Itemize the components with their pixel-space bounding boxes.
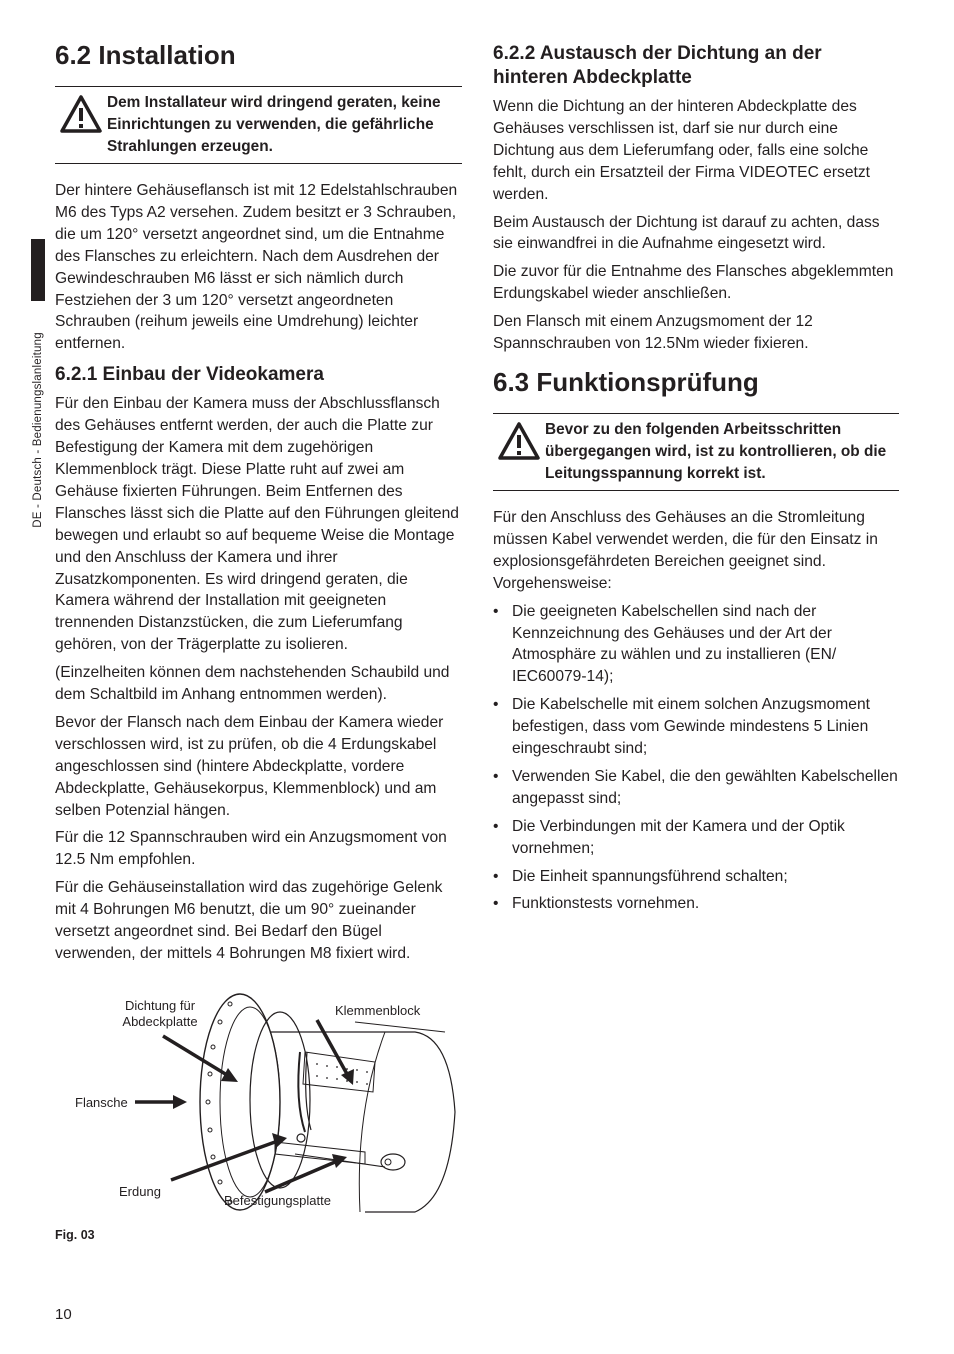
list-item: • Die Verbindungen mit der Kamera und der Optik vornehmen; [493,816,899,860]
paragraph-camera-mount: Für den Einbau der Kamera muss der Abschlussflansch des Gehäuses entfernt werden, der auch die Platte zur Befestigung der Kamera mit dem zugehörigen Klemmenblock trägt. Diese Platte ruht auf zwei am Gehäuse fixierten Führungen. Beim Entfernen des Flansches lässt sich die Platte auf den Führungen gleitend bewegen und erlaubt so auf bequeme Weise die Montage und den Anschluss der Kamera und ihrer Zusatzkomponenten. Es wird dringend geraten, die Kamera während der Installation mit geeigneten trennenden Distanzstücken, die zum Lieferumfang gehören, von der Trägerplatte zu isolieren. [55,395,459,654]
paragraph-gasket-replace: Wenn die Dichtung an der hinteren Abdeckplatte des Gehäuses verschlissen ist, darf sie nur durch eine Dichtung aus dem Lieferumfang oder, falls eine solche fehlt, durch ein Ersatzteil der Firma VIDEOTEC ersetzt werden. [493,98,870,203]
paragraph-flange-fix: Den Flansch mit einem Anzugsmoment der 12 Spannschrauben von 12.5Nm wieder fixieren. [493,313,813,353]
list-item: • Die geeigneten Kabelschellen sind nach der Kennzeichnung des Gehäuses und der Art der Atmosphäre zu wählen und zu installieren (EN/ IEC60079-14); [493,601,899,689]
paragraph-grounding-check: Bevor der Flansch nach dem Einbau der Kamera wieder verschlossen wird, ist zu prüfen, ob die 4 Erdungskabel angeschlossen sind (hintere Abdeckplatte, vordere Abdeckplatte, Gehäusekorpus, Klemmenblock) und am selben Potenzial hängen. [55,713,444,819]
subsection-heading-gasket: 6.2.2 Austausch der Dichtung an der hinteren Abdeckplatte [493,43,822,88]
section-marker [31,239,45,301]
label-klemmenblock: Klemmenblock [335,1003,421,1018]
label-erdung: Erdung [119,1184,161,1199]
page-number: 10 [55,1306,72,1323]
label-befestigungsplatte: Befestigungsplatte [224,1193,331,1208]
warning-box-radiation [55,86,462,164]
paragraph-cable-requirements: Für den Anschluss des Gehäuses an die Stromleitung müssen Kabel verwendet werden, die für den Einsatz in explosionsgefährdeten Bereichen geeignet sind. Vorgehensweise: [493,508,878,592]
list-item: • Verwenden Sie Kabel, die den gewählten Kabelschellen angepasst sind; [493,766,899,810]
subsection-heading-camera: 6.2.1 Einbau der Videokamera [55,364,324,386]
warning-box-voltage [493,413,899,491]
warning-triangle-icon [493,421,545,461]
label-dichtung: Dichtung für Abdeckplatte [122,998,198,1029]
procedure-list [493,601,899,916]
paragraph-flange-intro: Der hintere Gehäuseflansch ist mit 12 Edelstahlschrauben M6 des Typs A2 versehen. Zudem besitzt er 3 Schrauben, die um 120° versetzt angeordnet sind, um die Entnahme des Flansches zu erleichtern. Nach dem Ausdrehen der Gewindeschrauben M6 lässt er sich nämlich durch Festziehen der 3 um 120° versetzt angeordneten Schrauben (reihum jeweils eine Umdrehung) leichter entfernen. [55,182,458,353]
callout-arrows [135,1020,354,1192]
list-item: • Die Kabelschelle mit einem solchen Anzugsmoment befestigen, dass vom Gewinde mindestens 5 Linien eingeschraubt sind; [493,694,899,760]
warning-text: Bevor zu den folgenden Arbeitsschritten übergegangen wird, ist zu kontrollieren, ob die Leitungsspannung korrekt ist. [545,420,887,482]
list-item: • Die Einheit spannungsführend schalten; [493,866,899,888]
figure-housing-diagram [55,992,465,1220]
left-column [55,38,462,971]
figure-caption: Fig. 03 [55,1228,95,1242]
paragraph-gasket-seat: Beim Austausch der Dichtung ist darauf zu achten, dass sie einwandfrei in die Aufnahme eingesetzt wird. [493,213,880,253]
right-column [493,42,899,921]
paragraph-torque: Für die 12 Spannschrauben wird ein Anzugsmoment von 12.5 Nm empfohlen. [55,829,447,869]
warning-triangle-icon [55,94,107,134]
label-flansche: Flansche [75,1095,128,1110]
paragraph-joint: Für die Gehäuseinstallation wird das zugehörige Gelenk mit 4 Bohrungen M6 benutzt, die um 90° zueinander versetzt angeordnet sind. Bei Bedarf den Bügel verwenden, der mittels 4 Bohrungen M8 fixiert wird. [55,879,443,962]
section-heading-function-test: 6.3 Funktionsprüfung [493,366,759,397]
side-language-label: DE - Deutsch - Bedienungslanleitung [32,332,44,528]
warning-text: Dem Installateur wird dringend geraten, keine Einrichtungen zu verwenden, die gefährliche Strahlungen erzeugen. [107,94,441,155]
section-heading-installation: 6.2 Installation [55,40,236,70]
list-item: • Funktionstests vornehmen. [493,893,899,915]
paragraph-reconnect-ground: Die zuvor für die Entnahme des Flansches abgeklemmten Erdungskabel wieder anschließen. [493,263,894,303]
paragraph-details-note: (Einzelheiten können dem nachstehenden Schaubild und dem Schaltbild im Anhang entnommen werden). [55,664,450,704]
